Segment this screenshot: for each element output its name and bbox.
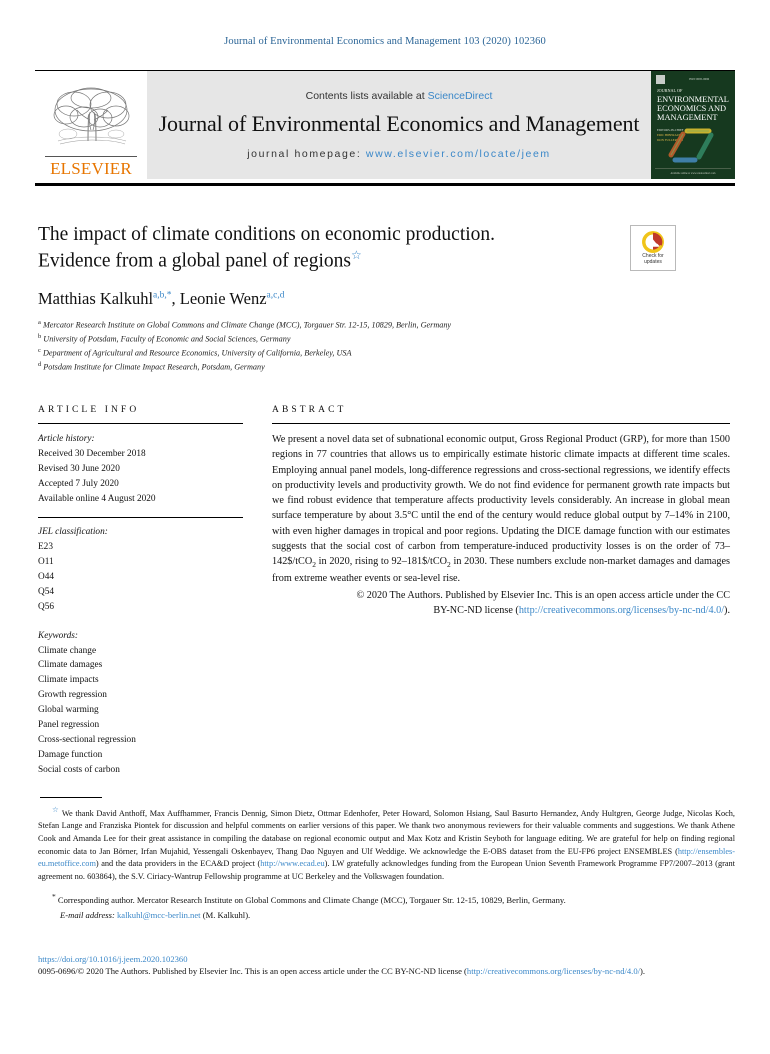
footer-block	[38, 953, 735, 978]
abstract-part-1: We present a novel data set of subnational economic output, Gross Regional Product (GRP), for more than 1500 regions in 77 countries that allows us to empirically estimate historic climate impacts at different time scales. Employing annual panel models, long-difference regressions and cross-sectional regressions, we identify effects on productivity levels and productivity growth. We do not find evidence for permanent growth rate impacts but we find robust evidence that temperature affects productivity levels considerably. An increase in global mean surface temperature by about 3.5°C until the end of the century would reduce global output by 7–14% in 2100, with even higher damages in tropical and poor regions. Updating the DICE damage function with our estimates suggests that the social cost of carbon from temperature-induced productivity losses is on the order of 73–142$/tCO	[272, 434, 730, 568]
corresponding-author-text: Corresponding author. Mercator Research Institute on Global Commons and Climate Change (MCC), Torgauer Str. 12-15, 10829, Berlin, Germany.	[57, 895, 566, 906]
footer-cc-license-link[interactable]: http://creativecommons.org/licenses/by-nc-nd/4.0/	[466, 966, 641, 977]
keywords-label: Keywords:	[38, 630, 78, 641]
elsevier-tree-icon	[48, 84, 134, 154]
svg-text:Available online at www.scienc: Available online at www.sciencedirect.com	[670, 172, 716, 175]
cc-license-link[interactable]: http://creativecommons.org/licenses/by-nc-nd/4.0/	[518, 605, 725, 617]
sciencedirect-link[interactable]: ScienceDirect	[427, 90, 493, 102]
title-line-1: The impact of climate conditions on economic production.	[38, 224, 496, 245]
doi-link[interactable]: https://doi.org/10.1016/j.jeem.2020.102360	[38, 954, 188, 964]
abstract-text	[272, 432, 730, 586]
affiliation-item	[38, 332, 578, 346]
author-2-affiliation-marks[interactable]: a,c,d	[266, 290, 285, 301]
keyword-item: Social costs of carbon	[38, 764, 120, 775]
article-history-item: Accepted 7 July 2020	[38, 478, 119, 489]
article-history-label: Article history:	[38, 434, 95, 444]
page-title	[38, 222, 623, 274]
author-name-1: Matthias Kalkuhl	[38, 289, 154, 308]
title-line-2: Evidence from a global panel of regions	[38, 250, 351, 272]
article-info-heading: ARTICLE INFO	[38, 405, 140, 415]
keyword-item: Climate damages	[38, 660, 103, 671]
copyright-line-2-prefix: BY-NC-ND license (	[433, 605, 519, 617]
contents-prefix: Contents lists available at	[305, 90, 425, 102]
ensembles-link[interactable]: http://ensembles-eu.metoffice.com	[38, 846, 735, 869]
affiliation-text: Mercator Research Institute on Global Commons and Climate Change (MCC), Torgauer Str. 12-15, 10829, Berlin, Germany	[42, 320, 452, 330]
corresponding-author-marker-icon: *	[52, 892, 56, 902]
abstract-copyright	[272, 588, 730, 619]
crossmark-badge[interactable]	[630, 225, 676, 271]
corresponding-author-footnote	[38, 891, 735, 908]
keyword-item: Damage function	[38, 749, 103, 760]
homepage-url-link[interactable]: www.elsevier.com/locate/jeem	[365, 148, 551, 160]
contents-available-line	[306, 90, 493, 102]
acknowledgement-marker-icon: ☆	[52, 805, 60, 814]
email-link[interactable]: kalkuhl@mcc-berlin.net	[116, 910, 201, 921]
crossmark-label	[642, 254, 663, 266]
running-head: Journal of Environmental Economics and Management 103 (2020) 102360	[224, 36, 546, 47]
affiliation-text: Department of Agricultural and Resource Economics, University of California, Berkeley, USA	[42, 348, 352, 358]
abstract-part-3: in 2030. These numbers exclude non-market damages and damages from extreme weather events or sea-level rise.	[272, 556, 730, 584]
jel-classification-label: JEL classification:	[38, 527, 108, 538]
journal-homepage-line	[247, 148, 551, 160]
keyword-item: Cross-sectional regression	[38, 734, 136, 745]
email-footnote	[60, 909, 735, 923]
crossmark-label-line1: Check for	[642, 252, 664, 259]
keyword-item: Climate impacts	[38, 675, 99, 686]
footnote-divider	[40, 797, 102, 798]
author-list	[38, 289, 284, 309]
email-label: E-mail address:	[60, 910, 115, 921]
affiliation-list	[38, 318, 578, 374]
article-history-item: Revised 30 June 2020	[38, 463, 120, 474]
crossmark-logo-icon	[640, 231, 666, 253]
article-info-rule-mid	[38, 517, 243, 518]
acknowledgement-text-a: We thank David Anthoff, Max Auffhammer, Francis Dennig, Simon Dietz, Ottmar Edenhofer, Peter Howard, Solomon Hsiang, Saul Basurto Hernandez, Andy Hultgren, George Judge, Nicolas Koch, Stefan Lange and Franziska Piontek for discussion and helpful comments on earlier versions of this paper. We thank two anonymous reviewers for their valuable comments and suggestions. We thank Athene Cook and Amanda Lee for their great assistance in compiling the database on regional economic output and Max Kotz and Kristin Seyboth for language editing. We are grateful for help on finding regional economic data to Jan Börner, Irfan Mujahid, Yessengali Oskenbayev, Thang Dao Nguyen and Ulf Weddige. We acknowledge the E-OBS dataset from the EU-FP6 project ENSEMBLES (	[38, 808, 735, 856]
author-separator: ,	[171, 289, 180, 308]
elsevier-logo	[35, 71, 147, 179]
crossmark-label-line2: updates	[644, 258, 662, 265]
abstract-subscript-1: 2	[312, 560, 316, 570]
footnote-section	[38, 804, 735, 923]
svg-text:MANAGEMENT: MANAGEMENT	[657, 113, 718, 122]
svg-text:DON FULLERTON: DON FULLERTON	[657, 138, 684, 142]
abstract-heading: ABSTRACT	[272, 405, 347, 415]
issn-copyright-line	[38, 965, 735, 978]
issn-text-b: ).	[640, 966, 646, 977]
journal-cover-artwork	[651, 71, 735, 179]
abstract-subscript-2: 2	[447, 560, 451, 570]
svg-text:ENVIRONMENTAL: ENVIRONMENTAL	[657, 95, 729, 104]
email-suffix: (M. Kalkuhl).	[202, 910, 251, 921]
jel-code: Q56	[38, 601, 55, 612]
title-footnote-star-icon[interactable]: ☆	[350, 247, 362, 262]
affiliation-item	[38, 318, 578, 332]
journal-masthead	[35, 70, 735, 186]
copyright-line-1: © 2020 The Authors. Published by Elsevier Inc. This is an open access article under the CC	[356, 589, 730, 601]
article-info-column	[38, 405, 243, 777]
keyword-item: Panel regression	[38, 719, 100, 730]
acknowledgement-text-c: ). LW gratefully acknowledges funding from the European Union Seventh Framework Programme FP7/2007–2013 (grant agreement no. 603864), the S.V. Ciriacy-Wantrup Fellowship programme at UC Berkeley and the Volkswagen foundation.	[38, 859, 735, 881]
keyword-item: Global warming	[38, 705, 99, 715]
affiliation-marker: a	[38, 319, 41, 326]
svg-text:ISSN 0095-0696: ISSN 0095-0696	[688, 77, 710, 81]
acknowledgement-text-b: ) and the data providers in the ECA&D project (	[95, 859, 261, 869]
homepage-prefix: journal homepage:	[247, 148, 362, 160]
title-block	[38, 222, 623, 274]
keyword-item: Climate change	[38, 645, 97, 656]
abstract-part-2: in 2020, rising to 92–181$/tCO	[315, 556, 448, 568]
elsevier-wordmark: ELSEVIER	[50, 159, 132, 178]
affiliation-item	[38, 360, 578, 374]
jel-code: O11	[38, 557, 54, 568]
svg-text:EDITORS-IN-CHIEF: EDITORS-IN-CHIEF	[657, 128, 684, 132]
jel-code: E23	[38, 542, 53, 553]
svg-text:ERIC BIBERAUER: ERIC BIBERAUER	[657, 133, 684, 137]
elsevier-divider	[45, 156, 137, 157]
ecad-link[interactable]: http://www.ecad.eu	[260, 859, 325, 869]
article-info-rule-top	[38, 423, 243, 424]
svg-text:ECONOMICS AND: ECONOMICS AND	[657, 104, 727, 113]
jel-code: Q54	[38, 586, 55, 597]
abstract-column	[272, 405, 730, 619]
affiliation-text: University of Potsdam, Faculty of Economic and Social Sciences, Germany	[43, 334, 291, 344]
jel-code: O44	[38, 572, 55, 582]
masthead-center-band	[147, 71, 651, 179]
journal-title: Journal of Environmental Economics and Management	[158, 111, 640, 136]
journal-cover-thumbnail	[651, 71, 735, 179]
abstract-rule-top	[272, 423, 730, 424]
affiliation-text: Potsdam Institute for Climate Impact Research, Potsdam, Germany	[43, 362, 265, 372]
affiliation-item	[38, 346, 578, 360]
copyright-line-2-suffix: ).	[724, 605, 730, 617]
affiliation-marker: c	[38, 347, 41, 355]
affiliation-marker: d	[38, 361, 42, 369]
author-name-2: Leonie Wenz	[179, 289, 267, 308]
acknowledgement-footnote	[38, 804, 735, 883]
keyword-item: Growth regression	[38, 690, 107, 701]
svg-text:JOURNAL OF: JOURNAL OF	[657, 88, 683, 93]
affiliation-marker: b	[38, 333, 42, 341]
issn-text-a: 0095-0696/© 2020 The Authors. Published by Elsevier Inc. This is an open access article under the CC BY-NC-ND license (	[38, 966, 467, 977]
author-1-affiliation-marks[interactable]: a,b,*	[153, 290, 172, 301]
article-history-item: Received 30 December 2018	[38, 448, 146, 459]
article-history-item: Available online 4 August 2020	[38, 493, 156, 504]
